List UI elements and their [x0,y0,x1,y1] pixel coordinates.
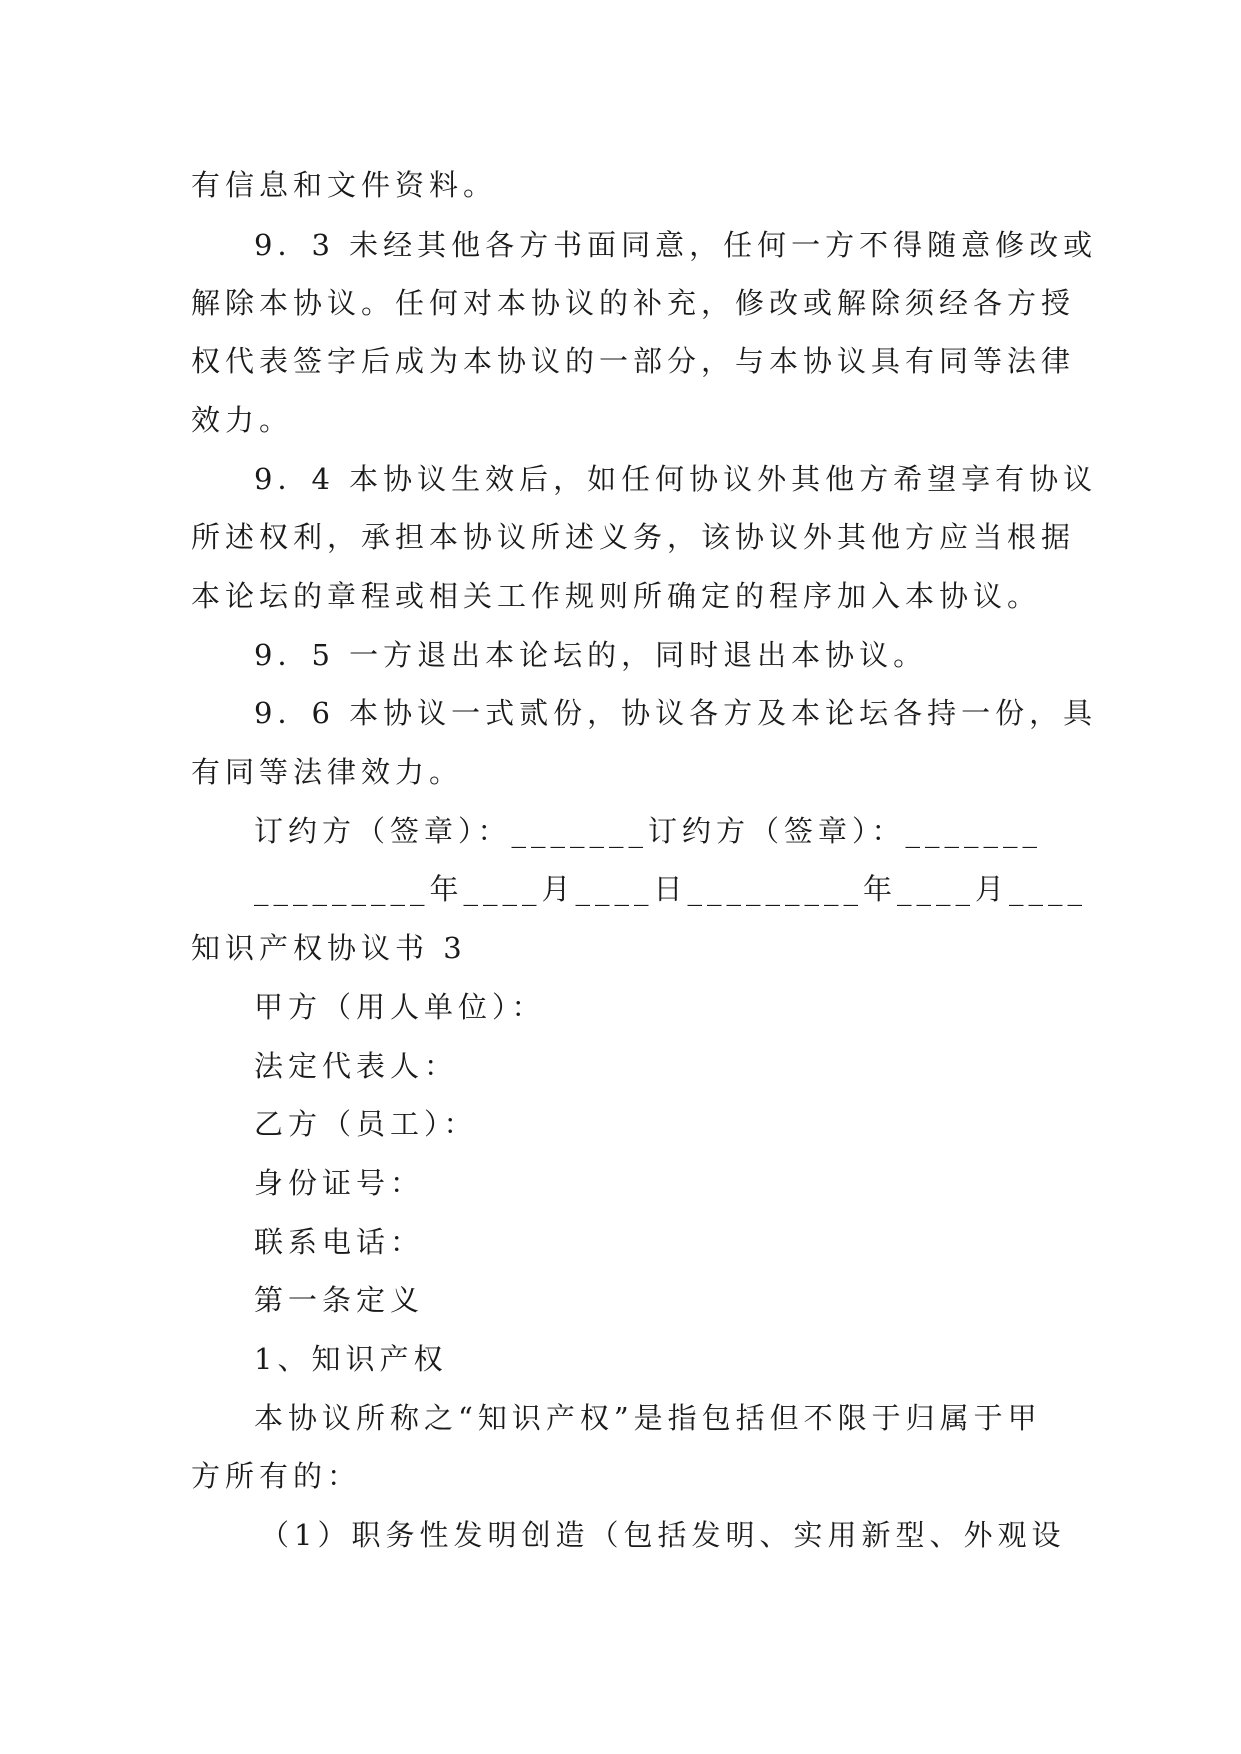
article-heading: 第一条定义 [254,1283,425,1317]
text-line-10: 9．6 本协议一式贰份，协议各方及本论坛各持一份，具 [254,696,1098,730]
text-line-2: 9．3 未经其他各方书面同意，任何一方不得随意修改或 [254,228,1098,262]
text-line-7: 所述权利，承担本协议所述义务，该协议外其他方应当根据 [191,520,1076,554]
text-line-11: 有同等法律效力。 [191,755,464,789]
phone-field: 联系电话： [254,1225,425,1259]
party-a-field: 甲方（用人单位）： [254,990,546,1024]
text-line-6: 9．4 本协议生效后，如任何协议外其他方希望享有协议 [254,462,1098,496]
text-line-9: 9．5 一方退出本论坛的，同时退出本协议。 [254,638,928,672]
text-line-23: 方所有的： [191,1459,362,1493]
subsection-heading: 1、知识产权 [254,1342,448,1376]
date-line: _________年____月____日_________年____月____ [254,872,1088,906]
text-line-3: 解除本协议。任何对本协议的补充，修改或解除须经各方授 [191,286,1076,320]
id-number-field: 身份证号： [254,1166,425,1200]
text-line-1: 有信息和文件资料。 [191,168,498,202]
section-title: 知识产权协议书 3 [191,931,467,965]
party-b-field: 乙方（员工）： [254,1107,478,1141]
text-line-5: 效力。 [191,403,294,437]
text-line-22: 本协议所称之“知识产权”是指包括但不限于归属于甲 [254,1401,1042,1435]
signature-line: 订约方（签章）：_______订约方（签章）：_______ [254,814,1043,848]
text-line-4: 权代表签字后成为本协议的一部分，与本协议具有同等法律 [191,344,1076,378]
text-line-24: （1）职务性发明创造（包括发明、实用新型、外观设 [260,1518,1066,1552]
legal-representative-field: 法定代表人： [254,1049,459,1083]
text-line-8: 本论坛的章程或相关工作规则所确定的程序加入本协议。 [191,579,1042,613]
